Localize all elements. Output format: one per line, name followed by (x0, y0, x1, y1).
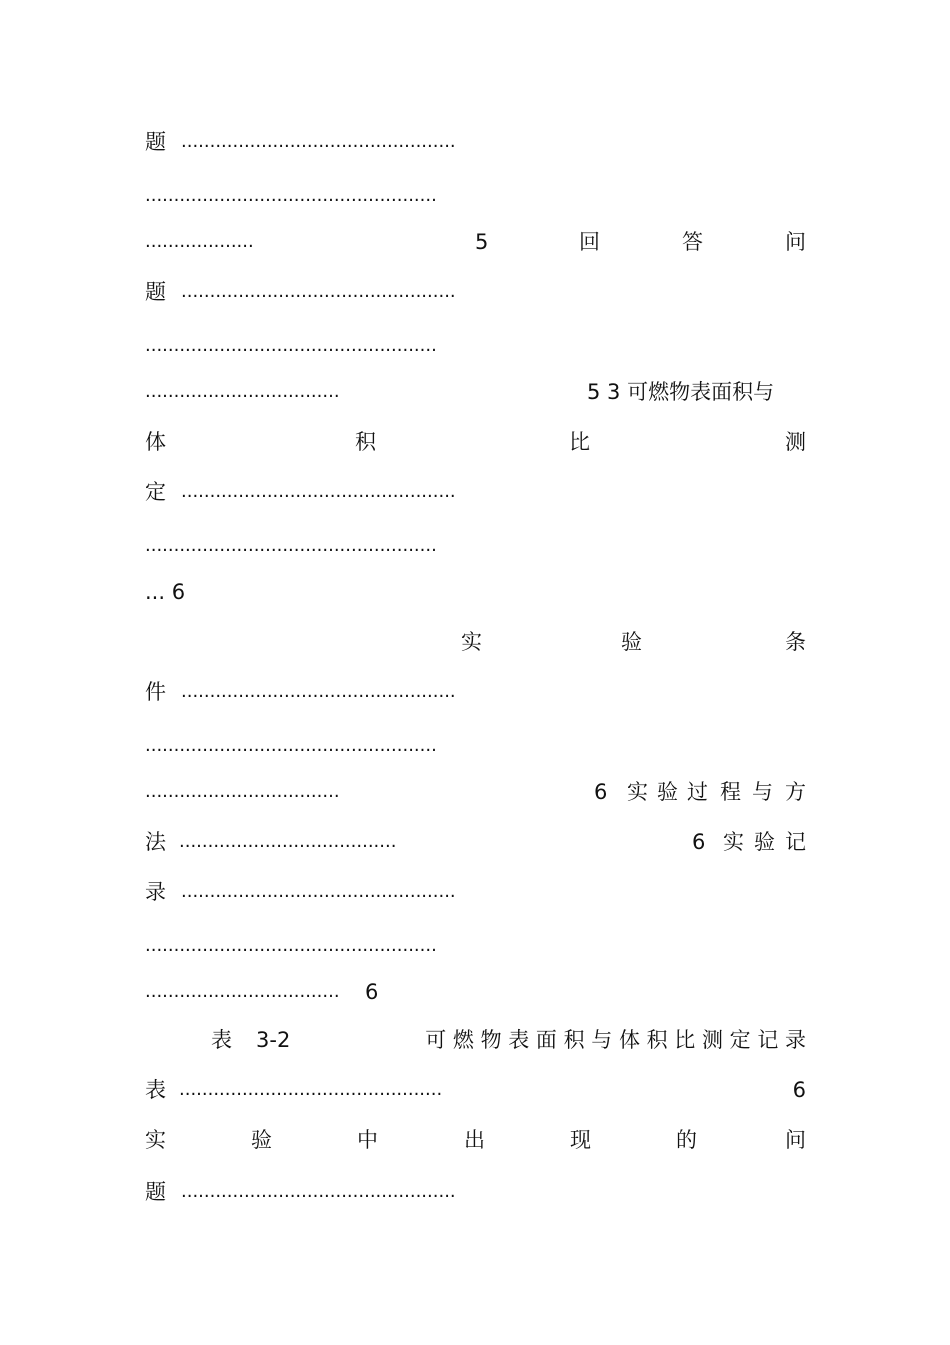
toc-leader-dots: ................................................... (145, 185, 437, 206)
toc-text: 条 (785, 630, 806, 654)
toc-text: 表 (211, 1028, 232, 1052)
toc-text: 回 (579, 230, 600, 254)
toc-text: 出 (464, 1128, 485, 1152)
toc-leader-dots: ................................................ (181, 131, 456, 152)
toc-line (145, 777, 806, 807)
toc-leader-dots: ................................................... (145, 935, 437, 956)
toc-leader-dots: ................................................ (181, 281, 456, 302)
toc-page-number: 6 (594, 780, 608, 804)
toc-text: 中 (357, 1128, 378, 1152)
toc-leader-dots: ................................................... (145, 535, 437, 556)
toc-page-number: 6 (365, 980, 379, 1004)
toc-leader-dots: ................................................ (181, 681, 456, 702)
toc-text: 与 (752, 780, 773, 804)
toc-line (145, 331, 806, 361)
toc-text: 问 (785, 230, 806, 254)
toc-line (145, 1125, 806, 1155)
toc-line (145, 181, 806, 211)
toc-line (145, 531, 806, 561)
toc-line (145, 931, 806, 961)
toc-text: 记 (785, 830, 806, 854)
toc-line (145, 427, 806, 457)
toc-leader-dots: ................................................ (181, 881, 456, 902)
toc-text: 题 (145, 1180, 166, 1204)
toc-text: 体 (145, 430, 166, 454)
toc-table-number: 3-2 (256, 1028, 291, 1052)
toc-line (145, 1075, 806, 1105)
toc-text: 实 (461, 630, 482, 654)
toc-text: 测 (785, 430, 806, 454)
toc-text: 定 (145, 480, 166, 504)
toc-text: 法 (145, 830, 166, 854)
toc-page-number: 6 (692, 830, 706, 854)
toc-line (145, 477, 806, 507)
toc-text: 件 (145, 680, 166, 704)
toc-leader-dots: ................................................ (181, 1181, 456, 1202)
toc-text: 验 (754, 830, 775, 854)
toc-page-number: 6 (792, 1078, 806, 1102)
toc-text: 的 (676, 1128, 697, 1152)
toc-text: 表 (145, 1078, 166, 1102)
toc-text: 题 (145, 130, 166, 154)
toc-line (145, 977, 806, 1007)
toc-text: 实 (145, 1128, 166, 1152)
toc-text: 比 (569, 430, 590, 454)
toc-line (145, 827, 806, 857)
toc-leader-dots: .................................. (145, 381, 340, 402)
toc-page-number: ... 6 (145, 580, 186, 604)
toc-text: 程 (720, 780, 741, 804)
toc-leader-dots: ................... (145, 231, 254, 252)
toc-text: 过 (687, 780, 708, 804)
toc-text: 现 (570, 1128, 591, 1152)
toc-line (145, 227, 806, 257)
toc-text: 实 (723, 830, 744, 854)
toc-leader-dots: ................................................ (181, 481, 456, 502)
toc-line (145, 1025, 806, 1055)
toc-text: 问 (785, 1128, 806, 1152)
toc-text: 方 (785, 780, 806, 804)
toc-text: 题 (145, 280, 166, 304)
toc-leader-dots: .................................. (145, 781, 340, 802)
toc-text: 实 (627, 780, 648, 804)
toc-line (145, 627, 806, 657)
toc-text: 积 (355, 430, 376, 454)
toc-line (145, 577, 806, 607)
toc-text: 答 (682, 230, 703, 254)
toc-leader-dots: .............................................. (179, 1079, 443, 1100)
toc-line (145, 677, 806, 707)
toc-text: 验 (657, 780, 678, 804)
toc-page-number: 5 (475, 230, 489, 254)
toc-line (145, 877, 806, 907)
toc-line (145, 731, 806, 761)
toc-line (145, 127, 806, 157)
toc-text: 验 (621, 630, 642, 654)
toc-text: 验 (251, 1128, 272, 1152)
toc-line (145, 377, 806, 407)
toc-heading: 可 燃 物 表 面 积 与 体 积 比 测 定 记 录 (425, 1028, 806, 1052)
toc-leader-dots: ................................................... (145, 335, 437, 356)
toc-line (145, 277, 806, 307)
toc-leader-dots: ...................................... (179, 831, 397, 852)
toc-leader-dots: .................................. (145, 981, 340, 1002)
toc-heading: 5 3 可燃物表面积与 (587, 380, 775, 404)
toc-line (145, 1177, 806, 1207)
toc-text: 录 (145, 880, 166, 904)
toc-leader-dots: ................................................... (145, 735, 437, 756)
